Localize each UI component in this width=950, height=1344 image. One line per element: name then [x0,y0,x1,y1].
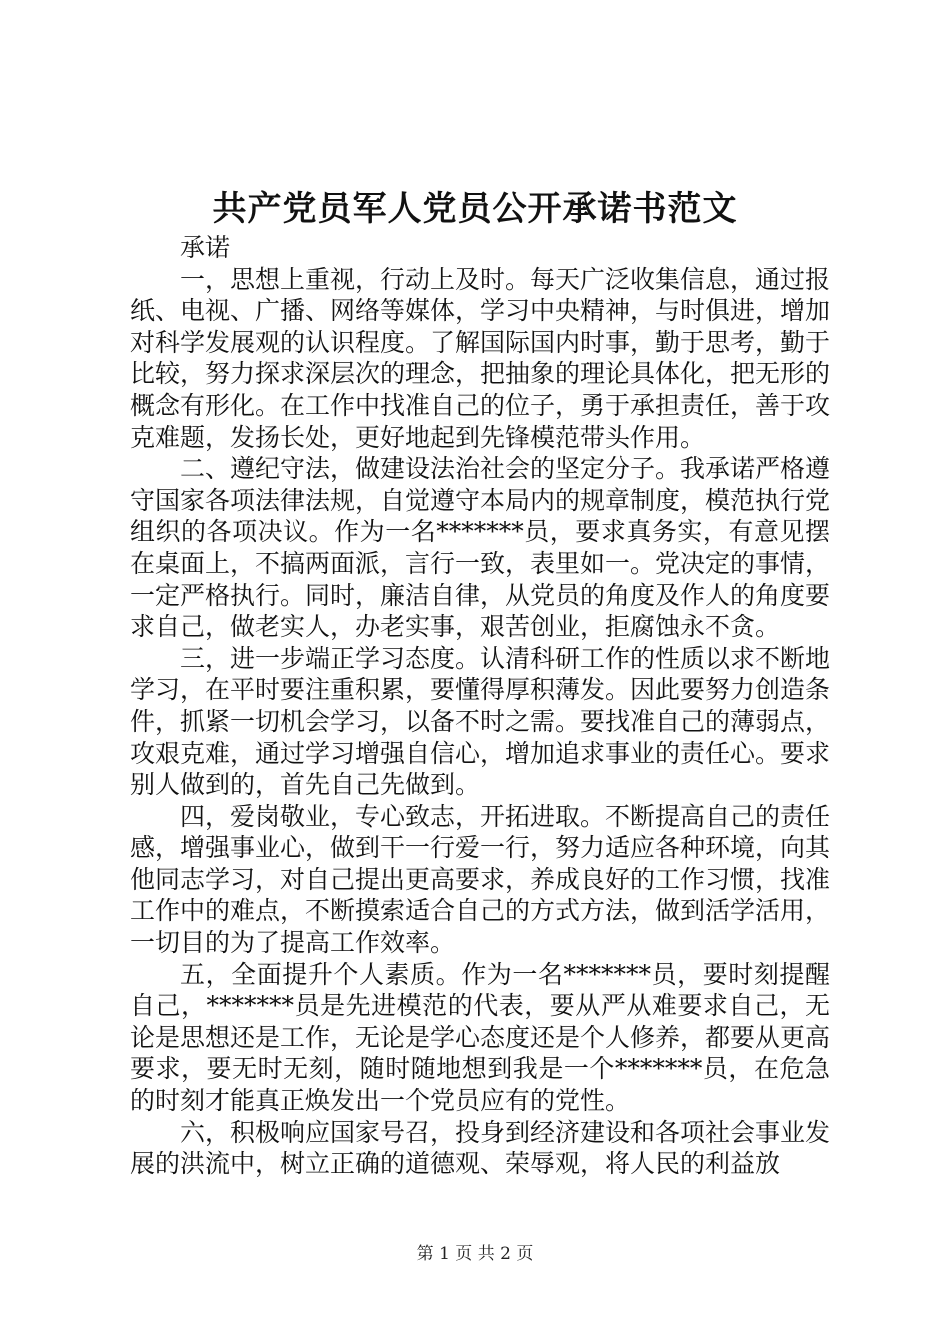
paragraph-6: 六，积极响应国家号召，投身到经济建设和各项社会事业发展的洪流中，树立正确的道德观、荣辱观，将人民的利益放 [130,1117,831,1179]
document-title: 共产党员军人党员公开承诺书范文 [212,189,738,229]
document-body [130,232,830,1180]
paragraph-3: 三，进一步端正学习态度。认清科研工作的性质以求不断地学习，在平时要注重积累，要懂得厚积薄发。因此要努力创造条件，抓紧一切机会学习，以备不时之需。要找准自己的薄弱点，攻艰克难，通过学习增强自信心，增加追求事业的责任心。要求别人做到的，首先自己先做到。 [130,643,831,800]
paragraph-4: 四，爱岗敬业，专心致志，开拓进取。不断提高自己的责任感，增强事业心，做到干一行爱一行，努力适应各种环境，向其他同志学习，对自己提出更高要求，养成良好的工作习惯，找准工作中的难点，不断摸索适合自己的方式方法，做到活学活用，一切目的为了提高工作效率。 [130,801,831,958]
paragraph-1: 一，思想上重视，行动上及时。每天广泛收集信息，通过报纸、电视、广播、网络等媒体，学习中央精神，与时俱进，增加对科学发展观的认识程度。了解国际国内时事，勤于思考，勤于比较，努力探求深层次的理念，把抽象的理论具体化，把无形的概念有形化。在工作中找准自己的位子，勇于承担责任，善于攻克难题，发扬长处，更好地起到先锋模范带头作用。 [130,264,831,452]
page-number-footer: 第 1 页 共 2 页 [416,1244,534,1264]
paragraph-5: 五，全面提升个人素质。作为一名*******员，要时刻提醒自己，*******员是先进模范的代表，要从严从难要求自己，无论是思想还是工作，无论是学心态度还是个人修养，都要从更高要求，要无时无刻，随时随地想到我是一个*******员，在危急的时刻才能真正焕发出一个党员应有的党性。 [130,959,831,1116]
paragraph-2: 二、遵纪守法，做建设法治社会的坚定分子。我承诺严格遵守国家各项法律法规，自觉遵守本局内的规章制度，模范执行党组织的各项决议。作为一名*******员，要求真务实，有意见摆在桌面上，不搞两面派，言行一致，表里如一。党决定的事情，一定严格执行。同时，廉洁自律，从党员的角度及作人的角度要求自己，做老实人，办老实事，艰苦创业，拒腐蚀永不贪。 [130,454,831,642]
paragraph-heading: 承诺 [180,233,231,262]
